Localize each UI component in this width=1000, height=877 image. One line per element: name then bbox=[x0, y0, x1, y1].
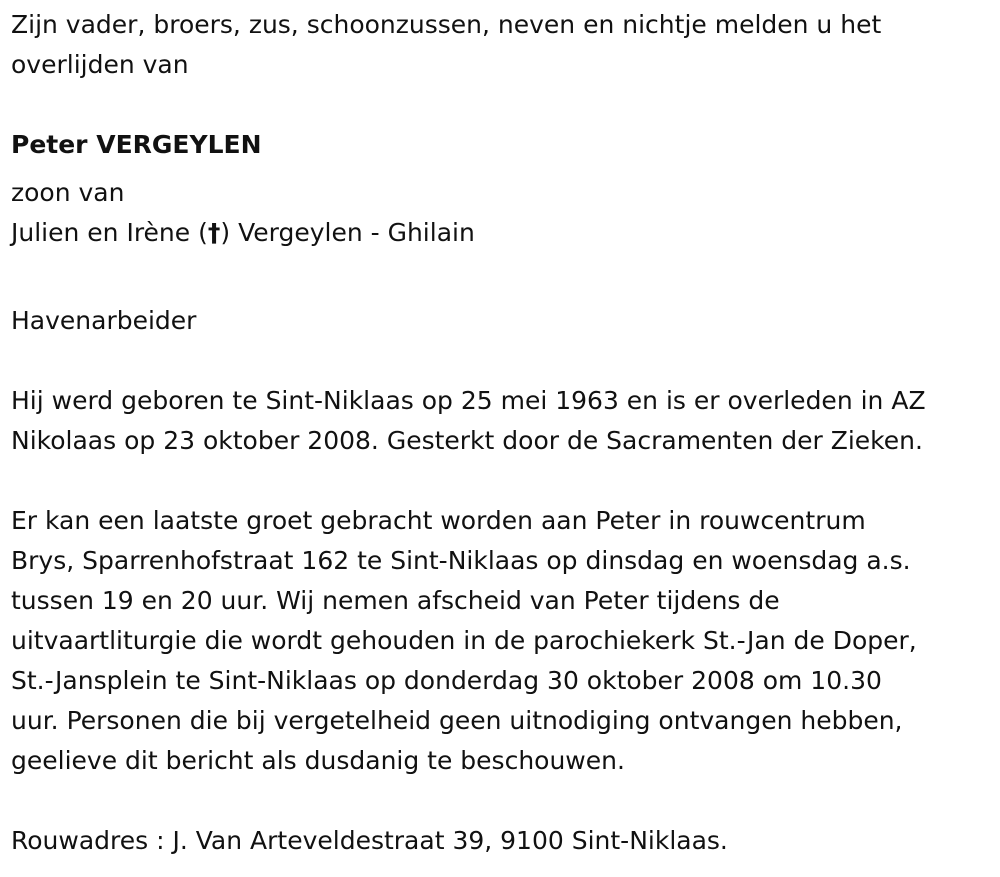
intro-line: overlijden van bbox=[11, 50, 189, 79]
birth-death-line: Nikolaas op 23 oktober 2008. Gesterkt door de Sacramenten der Zieken. bbox=[11, 426, 923, 455]
parents-names bbox=[11, 213, 986, 253]
funeral-line: Er kan een laatste groet gebracht worden aan Peter in rouwcentrum bbox=[11, 506, 866, 535]
parents-names-before: Julien en Irène ( bbox=[11, 218, 208, 247]
funeral-paragraph bbox=[11, 501, 986, 781]
intro-line: Zijn vader, broers, zus, schoonzussen, neven en nichtje melden u het bbox=[11, 10, 882, 39]
funeral-line: geelieve dit bericht als dusdanig te beschouwen. bbox=[11, 746, 625, 775]
funeral-line: uitvaartliturgie die wordt gehouden in de parochiekerk St.-Jan de Doper, bbox=[11, 626, 917, 655]
funeral-line: tussen 19 en 20 uur. Wij nemen afscheid van Peter tijdens de bbox=[11, 586, 780, 615]
parents-paragraph bbox=[11, 173, 986, 253]
parents-names-after: ) Vergeylen - Ghilain bbox=[220, 218, 475, 247]
cross-icon: † bbox=[207, 218, 221, 247]
deceased-surname: VERGEYLEN bbox=[96, 130, 262, 159]
intro-paragraph bbox=[11, 5, 986, 85]
birth-death-paragraph bbox=[11, 381, 986, 461]
mourning-address: Rouwadres : J. Van Arteveldestraat 39, 9100 Sint-Niklaas. bbox=[11, 826, 728, 855]
funeral-line: Brys, Sparrenhofstraat 162 te Sint-Niklaas op dinsdag en woensdag a.s. bbox=[11, 546, 911, 575]
profession-text: Havenarbeider bbox=[11, 306, 197, 335]
deceased-name bbox=[11, 125, 986, 165]
relation-text: zoon van bbox=[11, 178, 125, 207]
deceased-first-name: Peter bbox=[11, 130, 88, 159]
funeral-line: uur. Personen die bij vergetelheid geen uitnodiging ontvangen hebben, bbox=[11, 706, 903, 735]
birth-death-line: Hij werd geboren te Sint-Niklaas op 25 mei 1963 en is er overleden in AZ bbox=[11, 386, 926, 415]
funeral-line: St.-Jansplein te Sint-Niklaas op donderdag 30 oktober 2008 om 10.30 bbox=[11, 666, 882, 695]
